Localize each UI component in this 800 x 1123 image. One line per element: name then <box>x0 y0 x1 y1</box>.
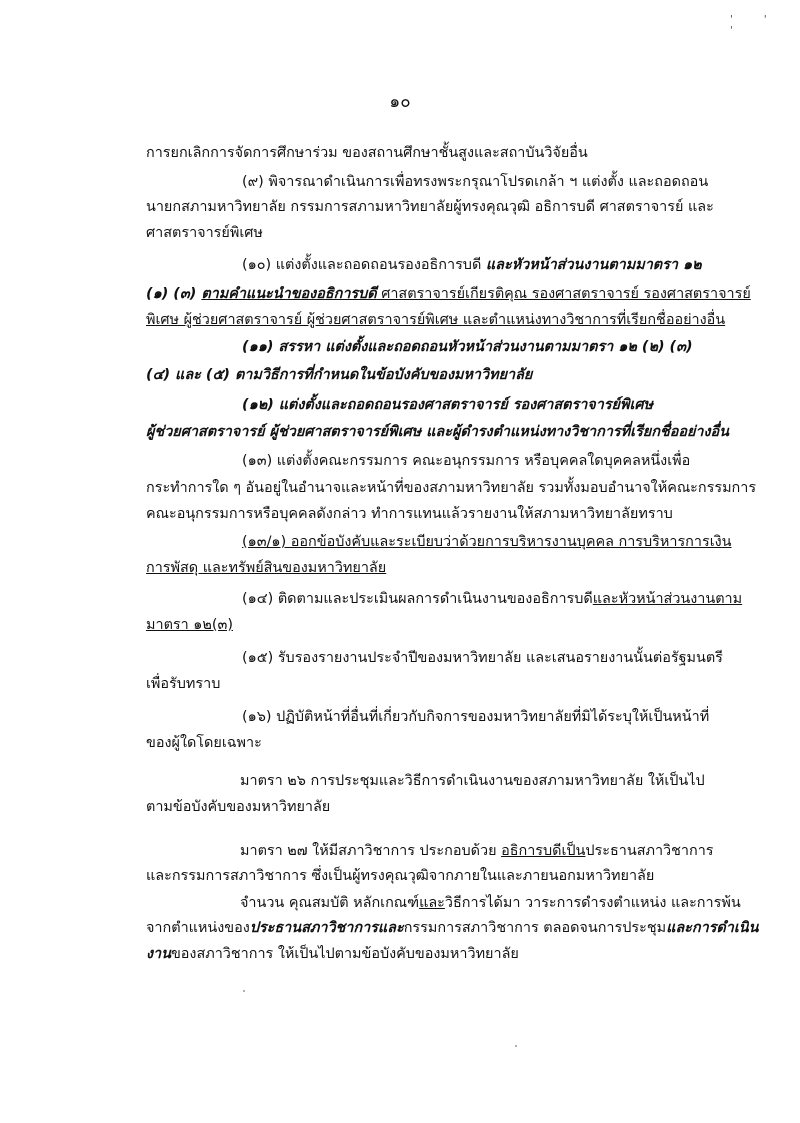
text-line: การยกเลิกการจัดการศึกษาร่วม ของสถานศึกษาชั้นสูงและสถาบันวิจัยอื่น <box>146 145 588 161</box>
text-run: ของสภาวิชาการ ให้เป็นไปตามข้อบังคับของมหาวิทยาลัย <box>170 946 519 962</box>
text-line: ศาสตราจารย์พิเศษ <box>146 225 263 241</box>
text-line: ผู้ช่วยศาสตราจารย์ ผู้ช่วยศาสตราจารย์พิเศษ และผู้ดำรงตำแหน่งทางวิชาการที่เรียกชื่ออย่างอื่น <box>146 424 730 440</box>
text-run-bold-italic: และการดำเนิน <box>666 920 759 936</box>
text-run: (๑๔) ติดตามและประเมินผลการดำเนินงานของอธิการบดี <box>242 591 593 607</box>
text-run: ประธานสภาวิชาการ <box>585 843 714 859</box>
text-run-bold-italic: ประธานสภาวิชาการและ <box>249 920 404 936</box>
corner-marks: ' ' ' <box>730 14 781 36</box>
text-line: (๑๕) รับรองรายงานประจำปีของมหาวิทยาลัย และเสนอรายงานนั้นต่อรัฐมนตรี <box>242 650 723 666</box>
text-run-bold-italic: งาน <box>146 946 171 962</box>
text-line <box>240 841 736 861</box>
text-run-underlined: และ <box>419 895 445 911</box>
text-run: วิธีการได้มา วาระการดำรงตำแหน่ง และการพ้น <box>444 895 741 911</box>
text-line: (๑๖) ปฏิบัติหน้าที่อื่นที่เกี่ยวกับกิจการของมหาวิทยาลัยที่มิได้ระบุให้เป็นหน้าที่ <box>242 709 710 725</box>
text-line: มาตรา ๑๒(๓) <box>146 617 233 633</box>
scan-speck <box>243 990 245 992</box>
text-run: จากตำแหน่งของ <box>146 920 250 936</box>
text-run: (๑๐) แต่งตั้งและถอดถอนรองอธิการบดี <box>242 257 486 273</box>
text-line: พิเศษ ผู้ช่วยศาสตราจารย์ ผู้ช่วยศาสตราจารย์พิเศษ และตำแหน่งทางวิชาการที่เรียกชื่ออย่างอื่น <box>146 312 726 328</box>
text-run: กรรมการสภาวิชาการ ตลอดจนการประชุม <box>403 920 667 936</box>
text-line <box>146 944 736 964</box>
text-run-underlined: ศาสตราจารย์เกียรติคุณ รองศาสตราจารย์ รองศาสตราจารย์ <box>376 286 751 302</box>
text-line <box>146 918 759 938</box>
text-line: (๑๓) แต่งตั้งคณะกรรมการ คณะอนุกรรมการ หรือบุคคลใดบุคคลหนึ่งเพื่อ <box>242 453 691 469</box>
text-line: เพื่อรับทราบ <box>146 676 221 692</box>
scan-speck <box>515 1045 517 1047</box>
text-line: (๙) พิจารณาดำเนินการเพื่อทรงพระกรุณาโปรดเกล้า ฯ แต่งตั้ง และถอดถอน <box>242 174 709 190</box>
text-run-bold-italic: และหัวหน้าส่วนงานตามมาตรา ๑๒ <box>485 257 702 273</box>
text-run: จำนวน คุณสมบัติ หลักเกณฑ์ <box>240 895 420 911</box>
text-line <box>242 255 736 275</box>
text-run-underlined: และหัวหน้าส่วนงานตาม <box>592 591 743 607</box>
text-line: ของผู้ใดโดยเฉพาะ <box>146 735 262 751</box>
text-line: การพัสดุ และทรัพย์สินของมหาวิทยาลัย <box>146 560 387 576</box>
text-line <box>146 284 751 304</box>
text-line: (๔) และ (๕) ตามวิธีการที่กำหนดในข้อบังคับของมหาวิทยาลัย <box>146 367 533 383</box>
text-line: (๑๒) แต่งตั้งและถอดถอนรองศาสตราจารย์ รองศาสตราจารย์พิเศษ <box>242 397 654 413</box>
text-run-underlined: อธิการบดีเป็น <box>501 843 586 859</box>
page-number: ๑๐ <box>389 92 411 112</box>
text-line <box>242 589 743 609</box>
text-run-bold-italic: ตามคำแนะนำของอธิการบดี <box>201 286 377 302</box>
text-run-bold-italic: (๑) (๓) <box>146 286 202 302</box>
text-line: และกรรมการสภาวิชาการ ซึ่งเป็นผู้ทรงคุณวุฒิจากภายในและภายนอกมหาวิทยาลัย <box>146 868 655 884</box>
text-line: มาตรา ๒๖ การประชุมและวิธีการดำเนินงานของสภามหาวิทยาลัย ให้เป็นไป <box>240 773 705 789</box>
text-line: ตามข้อบังคับของมหาวิทยาลัย <box>146 799 331 815</box>
text-line: กระทำการใด ๆ อันอยู่ในอำนาจและหน้าที่ของสภามหาวิทยาลัย รวมทั้งมอบอำนาจให้คณะกรรมการ <box>146 480 757 496</box>
text-line: (๑๑) สรรหา แต่งตั้งและถอดถอนหัวหน้าส่วนงานตามมาตรา ๑๒ (๒) (๓) <box>242 339 693 355</box>
text-line: (๑๓/๑) ออกข้อบังคับและระเบียบว่าด้วยการบริหารงานบุคคล การบริหารการเงิน <box>242 534 732 550</box>
text-run: มาตรา ๒๗ ให้มีสภาวิชาการ ประกอบด้วย <box>240 843 502 859</box>
text-line: นายกสภามหาวิทยาลัย กรรมการสภามหาวิทยาลัยผู้ทรงคุณวุฒิ อธิการบดี ศาสตราจารย์ และ <box>146 199 714 215</box>
text-line: คณะอนุกรรมการหรือบุคคลดังกล่าว ทำการแทนแล้วรายงานให้สภามหาวิทยาลัยทราบ <box>146 506 673 522</box>
text-line <box>240 893 741 913</box>
